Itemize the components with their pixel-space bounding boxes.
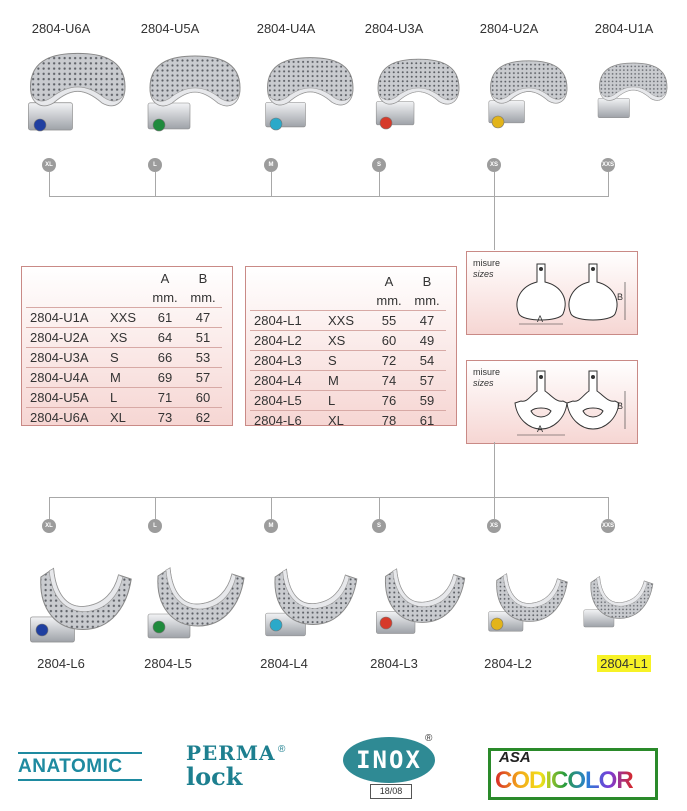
dimension-a-label: A — [537, 314, 544, 324]
col-a-header: A — [160, 271, 170, 286]
connector — [494, 172, 495, 250]
asa-codicolor-logo: ASA CODICOLOR — [488, 748, 658, 800]
connector — [379, 497, 380, 519]
size-badge-xs: XS — [487, 519, 501, 533]
color-dot — [153, 119, 165, 131]
size-badge-s: S — [372, 158, 386, 172]
color-dot — [380, 117, 392, 129]
permalock-logo: PERMA lock ® — [186, 741, 286, 791]
lower-tray-xl — [22, 556, 137, 648]
color-dot — [36, 624, 48, 636]
col-b-header: B — [198, 271, 208, 286]
table-row: 2804-L2 XS 60 49 — [250, 331, 446, 351]
connector — [155, 172, 156, 196]
col-a-unit: mm. — [370, 291, 408, 311]
upper-code-u1a: 2804-U1A — [594, 21, 654, 36]
table-row: 2804-U6A XL 73 62 — [30, 410, 211, 425]
table-row: 2804-U3A S 66 53 — [26, 348, 222, 368]
table-row: 2804-L6 XL 78 61 — [254, 413, 435, 428]
upper-code-u4a: 2804-U4A — [256, 21, 316, 36]
highlight: 2804-L1 — [597, 655, 651, 672]
size-badge-xxs: XXS — [601, 158, 615, 172]
size-badge-xl: XL — [42, 158, 56, 172]
connector — [155, 497, 156, 519]
upper-code-u6a: 2804-U6A — [31, 21, 91, 36]
lower-tray-xxs — [578, 568, 663, 640]
size-badge-m: M — [264, 519, 278, 533]
connector — [494, 442, 495, 498]
col-a-header: A — [384, 274, 394, 289]
dimension-b-label: B — [617, 292, 624, 302]
col-b-header: B — [422, 274, 432, 289]
measure-panel-lower — [466, 360, 638, 444]
size-badge-s: S — [372, 519, 386, 533]
color-dot — [491, 618, 503, 630]
size-badge-xxs: XXS — [601, 519, 615, 533]
upper-code-u3a: 2804-U3A — [364, 21, 424, 36]
table-lower-grid — [250, 272, 446, 430]
color-dot — [34, 119, 46, 131]
lower-code-l5: 2804-L5 — [144, 656, 192, 671]
col-b-unit: mm. — [184, 288, 222, 308]
size-badge-m: M — [264, 158, 278, 172]
size-badge-l: L — [148, 158, 162, 172]
color-dot — [270, 619, 282, 631]
lower-code-l6: 2804-L6 — [37, 656, 85, 671]
table-lower — [245, 266, 457, 426]
table-row: 2804-L3 S 72 54 — [250, 351, 446, 371]
misure-label: misure sizes — [473, 367, 501, 388]
inox-logo: INOX 18/08 ® — [343, 737, 439, 799]
dimension-b-label: B — [617, 401, 624, 411]
lower-tray-l — [140, 556, 252, 646]
color-dot — [492, 116, 504, 128]
size-badge-xl: XL — [42, 519, 56, 533]
table-upper — [21, 266, 233, 426]
table-upper-grid — [26, 269, 222, 427]
lower-tray-xs — [482, 564, 577, 642]
upper-tray-m — [258, 50, 363, 140]
table-row: 2804-U2A XS 64 51 — [26, 328, 222, 348]
lower-code-l3: 2804-L3 — [370, 656, 418, 671]
measure-panel-upper — [466, 251, 638, 335]
size-badge-l: L — [148, 519, 162, 533]
upper-tray-l — [140, 48, 250, 140]
upper-tray-s — [369, 52, 469, 140]
lower-tray-m — [258, 558, 363, 644]
color-dot — [153, 621, 165, 633]
lower-tray-outline-icon — [507, 367, 632, 439]
anatomic-logo: ANATOMIC — [18, 752, 142, 781]
connector — [379, 172, 380, 196]
connector — [49, 497, 50, 519]
lower-code-l4: 2804-L4 — [260, 656, 308, 671]
upper-code-u5a: 2804-U5A — [140, 21, 200, 36]
table-row: 2804-L5 L 76 59 — [250, 391, 446, 411]
col-a-unit: mm. — [146, 288, 184, 308]
col-b-unit: mm. — [408, 291, 446, 311]
lower-code-l2: 2804-L2 — [484, 656, 532, 671]
connector — [271, 497, 272, 519]
connector-bar — [49, 196, 609, 197]
upper-tray-outline-icon — [507, 258, 632, 330]
upper-tray-xl — [20, 45, 135, 140]
table-row: 2804-U1A XXS 61 47 — [26, 308, 222, 328]
upper-tray-xxs — [592, 57, 677, 139]
lower-tray-s — [369, 558, 469, 642]
size-badge-xs: XS — [487, 158, 501, 172]
dimension-a-label: A — [537, 424, 544, 434]
table-row: 2804-U5A L 71 60 — [26, 388, 222, 408]
connector — [608, 172, 609, 196]
color-dot — [270, 118, 282, 130]
connector — [271, 172, 272, 196]
table-row: 2804-U4A M 69 57 — [26, 368, 222, 388]
connector — [494, 497, 495, 519]
lower-code-l1 — [574, 656, 674, 671]
upper-tray-xs — [482, 54, 577, 140]
connector-bar — [49, 497, 609, 498]
connector — [49, 172, 50, 196]
misure-label: misure sizes — [473, 258, 501, 279]
connector — [608, 497, 609, 519]
table-row: 2804-L4 M 74 57 — [250, 371, 446, 391]
color-dot — [380, 617, 392, 629]
upper-code-u2a: 2804-U2A — [479, 21, 539, 36]
table-row: 2804-L1 XXS 55 47 — [250, 311, 446, 331]
